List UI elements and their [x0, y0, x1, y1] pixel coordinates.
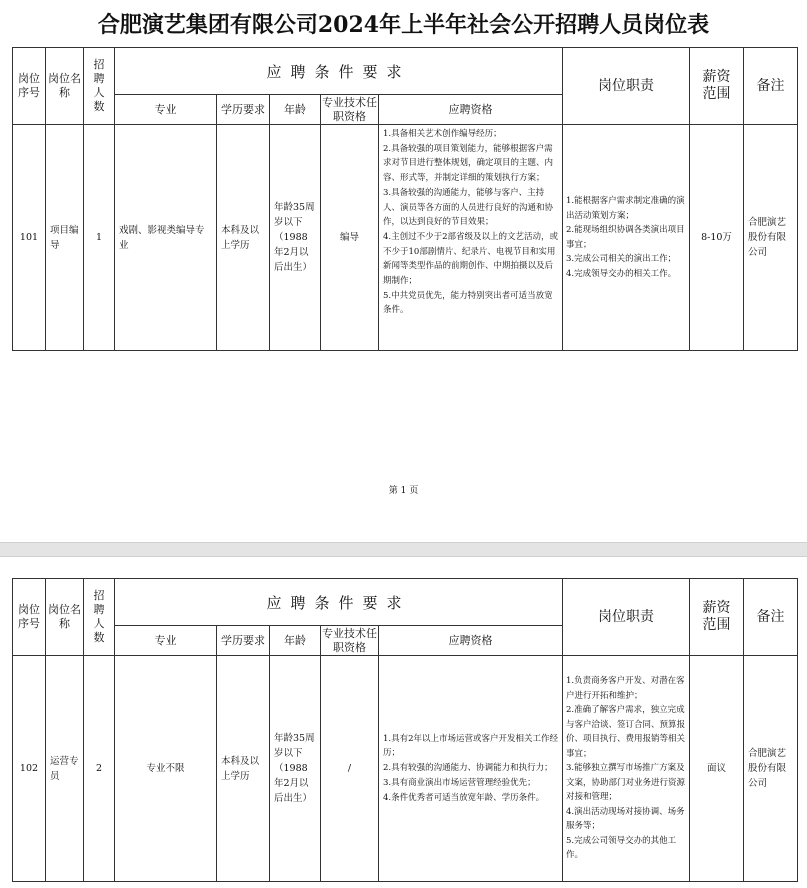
row-tech: /	[321, 656, 379, 882]
row-remark: 合肥演艺股份有限公司	[744, 656, 798, 882]
header-duties: 岗位职责	[563, 48, 690, 125]
qualification-item: 4.条件优秀者可适当放宽年龄、学历条件。	[383, 792, 545, 803]
page-title: 合肥演艺集团有限公司2024年上半年社会公开招聘人员岗位表	[97, 12, 710, 38]
table-row	[13, 656, 798, 882]
qualification-item: 3.具有商业演出市场运营管理经验优先；	[383, 777, 536, 788]
page-number: 第 1 页	[388, 486, 419, 496]
row-count: 1	[84, 125, 115, 351]
row-major: 专业不限	[115, 656, 217, 882]
header-conditions: 应聘条件要求	[115, 579, 563, 626]
row-qualifications	[379, 656, 563, 882]
row-education: 本科及以上学历	[217, 656, 270, 882]
row-salary: 面议	[690, 656, 744, 882]
header-name: 岗位名称	[46, 579, 84, 656]
header-salary: 薪资范围	[690, 579, 744, 656]
qualification-item: 2.具有较强的沟通能力、协调能力和执行力；	[383, 763, 553, 774]
header-qualification: 应聘资格	[379, 626, 563, 656]
duty-item: 5.完成公司领导交办的其他工作。	[566, 835, 677, 861]
duty-item: 2.准确了解客户需求，独立完成与客户洽谈、签订合同、预算报价、项目执行、费用报销等相关事宜；	[566, 705, 686, 759]
duty-item: 1.能根据客户需求制定准确的演出活动策划方案；	[566, 196, 685, 221]
job-table-page-1	[12, 47, 798, 351]
page-separator	[0, 542, 807, 557]
duty-item: 1.负责商务客户开发、对潜在客户进行开拓和维护；	[566, 676, 685, 701]
row-name: 项目编导	[46, 125, 84, 351]
header-conditions: 应聘条件要求	[115, 48, 563, 95]
header-duties: 岗位职责	[563, 579, 690, 656]
row-seq: 101	[13, 125, 46, 351]
header-remark: 备注	[744, 48, 798, 125]
duty-item: 3.能够独立撰写市场推广方案及文案，协助部门对业务进行资源对接和管理；	[566, 763, 686, 803]
row-salary: 8-10万	[690, 125, 744, 351]
header-qualification: 应聘资格	[379, 95, 563, 125]
row-qualifications	[379, 125, 563, 351]
header-salary: 薪资范围	[690, 48, 744, 125]
header-seq: 岗位序号	[13, 579, 46, 656]
header-count: 招聘人数	[84, 579, 115, 656]
header-major: 专业	[115, 626, 217, 656]
header-education: 学历要求	[217, 626, 270, 656]
header-age: 年龄	[270, 626, 321, 656]
table-row	[13, 125, 798, 351]
header-tech: 专业技术任职资格	[322, 626, 377, 654]
row-duties	[563, 125, 690, 351]
duty-item: 4.完成领导交办的相关工作。	[566, 268, 677, 279]
row-remark: 合肥演艺股份有限公司	[744, 125, 798, 351]
qualification-item: 4.主创过不少于2部省级及以上的文艺活动，或不少于10部剧情片、纪录片、电视节目和实用新闻等类型作品的前期创作、中期拍摄以及后期制作；	[383, 231, 559, 287]
row-count: 2	[84, 656, 115, 882]
header-name: 岗位名称	[46, 48, 84, 125]
header-tech: 专业技术任职资格	[322, 95, 377, 123]
duty-item: 3.完成公司相关的演出工作；	[566, 254, 677, 264]
job-table-page-2	[12, 578, 798, 882]
qualification-item: 3.具备较强的沟通能力，能够与客户、主持人、演员等各方面的人员进行良好的沟通和协作，以达到良好的节目效果；	[383, 187, 554, 228]
row-name: 运营专员	[46, 656, 84, 882]
header-remark: 备注	[744, 579, 798, 656]
qualification-item: 2.具备较强的项目策划能力，能够根据客户需求对节目进行整体规划，确定项目的主题、内容、形式等，并制定详细的策划执行方案；	[383, 143, 554, 184]
row-education: 本科及以上学历	[217, 125, 270, 351]
duty-item: 4.演出活动现场对接协调、场务服务等；	[566, 806, 685, 832]
row-duties	[563, 656, 690, 882]
header-major: 专业	[115, 95, 217, 125]
header-count: 招聘人数	[84, 48, 115, 125]
row-age: 年龄35周岁以下（1988年2月以后出生）	[270, 125, 321, 351]
duty-item: 2.能现场组织协调各类演出项目事宜；	[566, 225, 685, 250]
qualification-item: 5.中共党员优先，能力特别突出者可适当放宽条件。	[383, 290, 553, 316]
row-seq: 102	[13, 656, 46, 882]
qualification-item: 1.具备相关艺术创作编导经历；	[383, 129, 502, 139]
qualification-item: 1.具有2年以上市场运营或客户开发相关工作经历；	[383, 733, 559, 759]
row-major: 戏剧、影视类编导专业	[115, 125, 217, 351]
header-seq: 岗位序号	[13, 48, 46, 125]
row-age: 年龄35周岁以下（1988年2月以后出生）	[270, 656, 321, 882]
row-tech: 编导	[321, 125, 379, 351]
header-education: 学历要求	[217, 95, 270, 125]
header-age: 年龄	[270, 95, 321, 125]
